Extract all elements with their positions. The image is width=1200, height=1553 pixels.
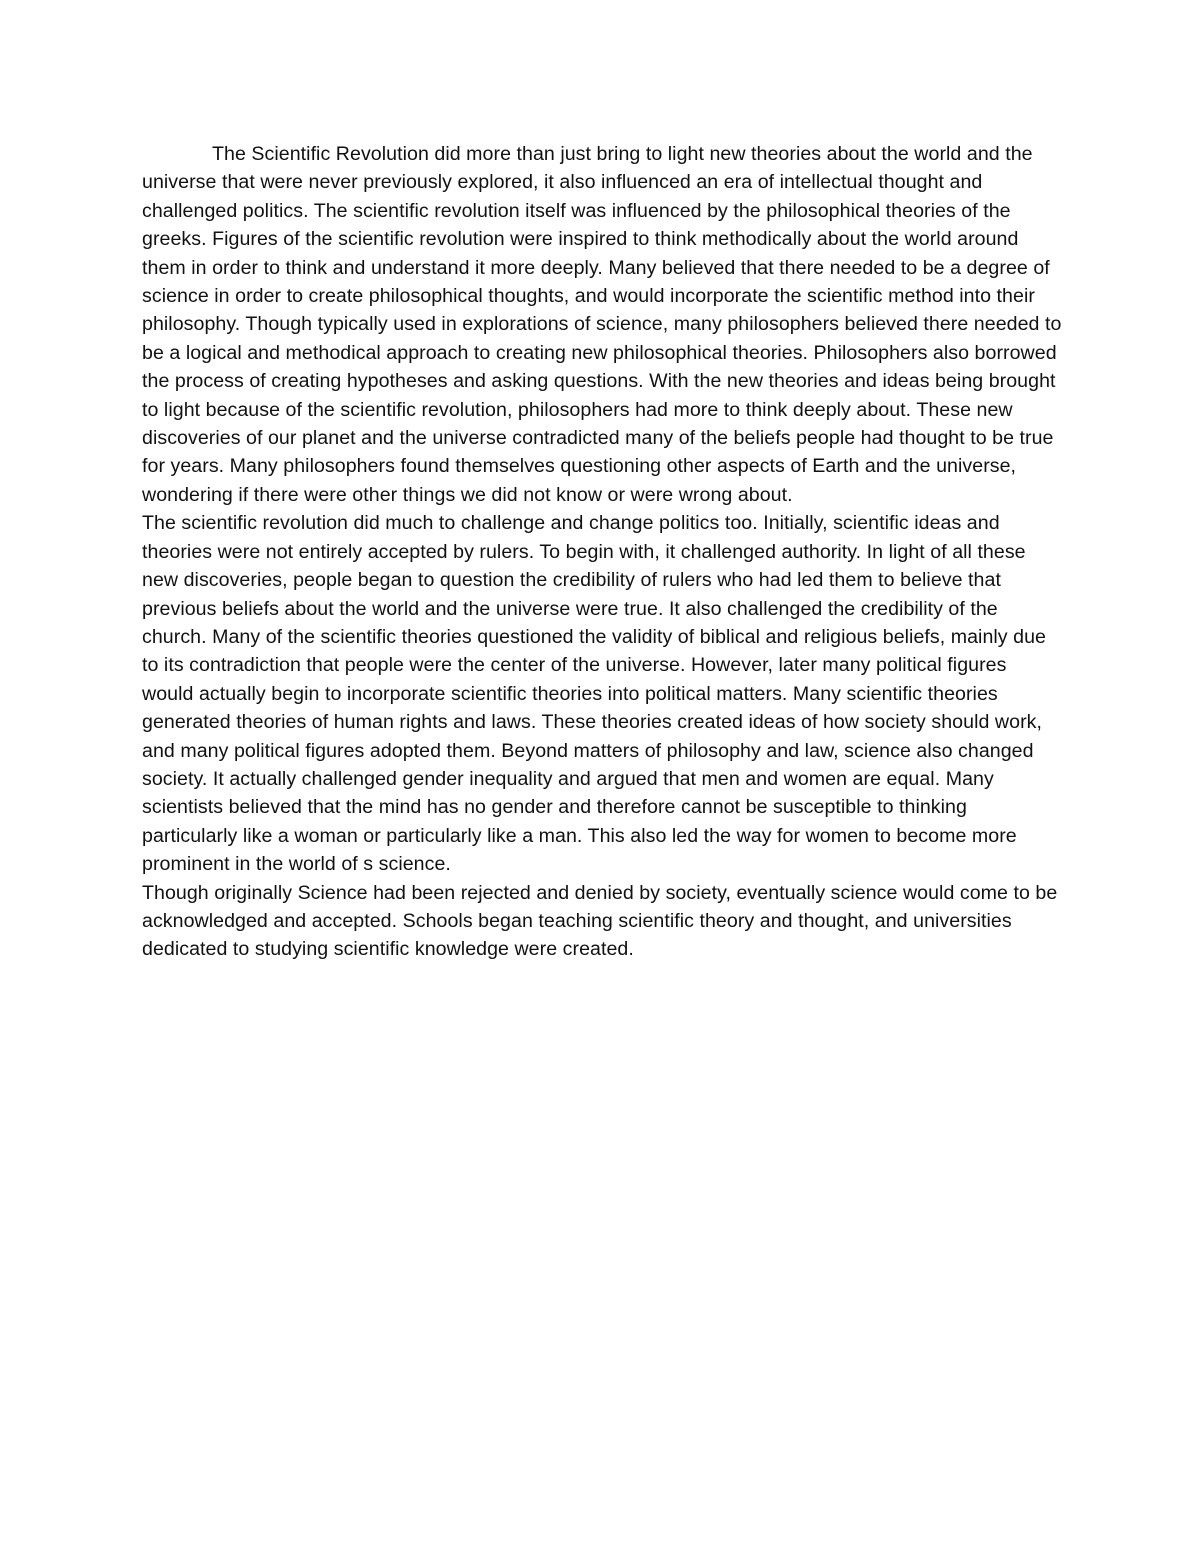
paragraph-2: The scientific revolution did much to challenge and change politics too. Initially, scientific ideas and theories were not entirely accepted by rulers. To begin with, it challenged authority. In light of all these new discoveries, people began to question the credibility of rulers who had led them to believe that previous beliefs about the world and the universe were true. It also challenged the credibility of the church. Many of the scientific theories questioned the validity of biblical and religious beliefs, mainly due to its contradiction that people were the center of the universe. However, later many political figures would actually begin to incorporate scientific theories into political matters. Many scientific theories generated theories of human rights and laws. These theories created ideas of how society should work, and many political figures adopted them. Beyond matters of philosophy and law, science also changed society. It actually challenged gender inequality and argued that men and women are equal. Many scientists believed that the mind has no gender and therefore cannot be susceptible to thinking particularly like a woman or particularly like a man. This also led the way for women to become more prominent in the world of s science.	[142, 512, 1046, 876]
document-body	[142, 140, 1062, 964]
paragraph-1: The Scientific Revolution did more than just bring to light new theories about the world and the universe that were never previously explored, it also influenced an era of intellectual thought and challenged politics. The scientific revolution itself was influenced by the philosophical theories of the greeks. Figures of the scientific revolution were inspired to think methodically about the world around them in order to think and understand it more deeply. Many believed that there needed to be a degree of science in order to create philosophical thoughts, and would incorporate the scientific method into their philosophy. Though typically used in explorations of science, many philosophers believed there needed to be a logical and methodical approach to creating new philosophical theories. Philosophers also borrowed the process of creating hypotheses and asking questions. With the new theories and ideas being brought to light because of the scientific revolution, philosophers had more to think deeply about. These new discoveries of our planet and the universe contradicted many of the beliefs people had thought to be true for years. Many philosophers found themselves questioning other aspects of Earth and the universe, wondering if there were other things we did not know or were wrong about.	[142, 143, 1062, 506]
paragraph-3: Though originally Science had been rejected and denied by society, eventually science would come to be acknowledged and accepted. Schools began teaching scientific theory and thought, and universities dedicated to studying scientific knowledge were created.	[142, 881, 1058, 961]
